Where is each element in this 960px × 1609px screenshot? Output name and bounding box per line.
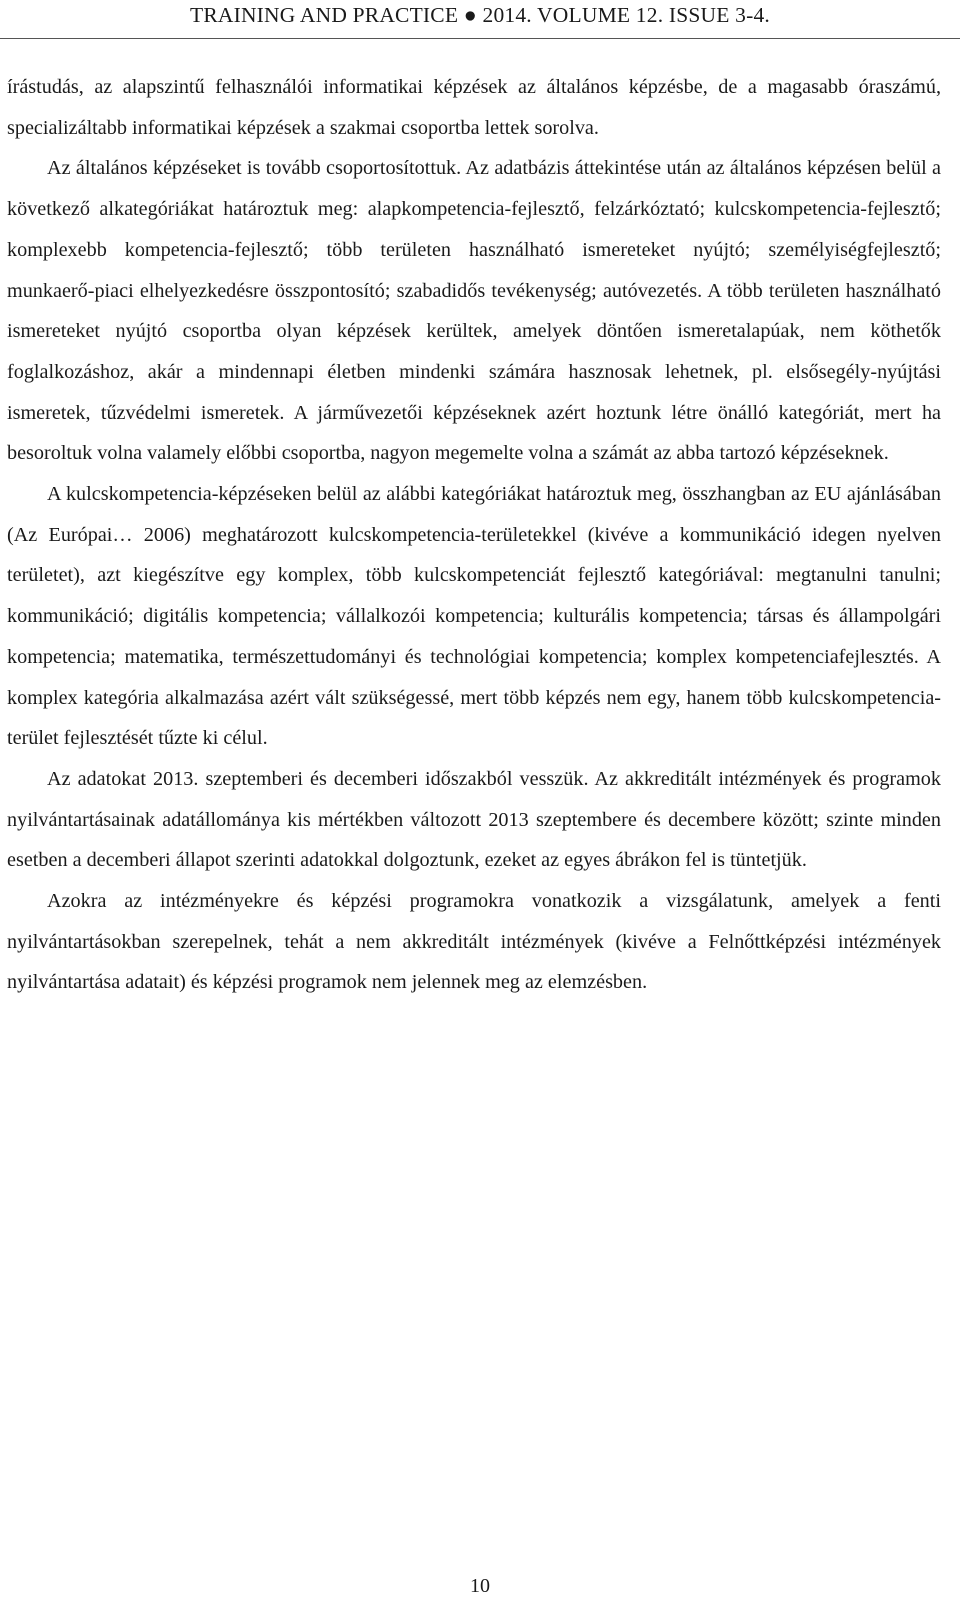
page-number: 10 (470, 1575, 490, 1597)
paragraph-general-training-categories: Az általános képzéseket is tovább csoportosítottuk. Az adatbázis áttekintése után az általános képzésen belül a következő alkategóriákat határoztuk meg: alapkompetencia-fejlesztő, felzárkóztató; kulcskompetencia-fejlesztő; komplexebb kompetencia-fejlesztő; több területen használható ismereteket nyújtó; személyiségfejlesztő; munkaerő-piaci elhelyezkedésre összpontosító; szabadidős tevékenység; autóvezetés. A több területen használható ismereteket nyújtó csoportba olyan képzések kerültek, amelyek döntően ismeretalapúak, nem köthetők foglalkozáshoz, akár a mindennapi életben mindenki számára hasznosak lehetnek, pl. elsősegély-nyújtási ismeretek, tűzvédelmi ismeretek. A járművezetői képzéseknek azért hoztunk létre önálló kategóriát, mert ha besoroltuk volna valamely előbbi csoportba, nagyon megemelte volna a számát az abba tartozó képzéseknek. (7, 157, 941, 465)
paragraph-data-period: Az adatokat 2013. szeptemberi és decemberi időszakból vesszük. Az akkreditált intézmények és programok nyilvántartásainak adatállománya kis mértékben változott 2013 szeptembere és decembere között; szinte minden esetben a decemberi állapot szerinti adatokkal dolgoztunk, ezeket az egyes ábrákon fel is tüntetjük. (7, 767, 941, 872)
paragraph-continuation: írástudás, az alapszintű felhasználói informatikai képzések az általános képzésbe, de a magasabb óraszámú, specializáltabb informatikai képzések a szakmai csoportba lettek sorolva. (7, 76, 941, 139)
running-header: TRAINING AND PRACTICE ● 2014. VOLUME 12. ISSUE 3-4. (0, 0, 960, 39)
article-body (7, 67, 941, 1003)
paragraph-key-competence-categories: A kulcskompetencia-képzéseken belül az alábbi kategóriákat határoztuk meg, összhangban az EU ajánlásában (Az Európai… 2006) meghatározott kulcskompetencia-területekkel (kivéve a kommunikáció idegen nyelven területet), azt kiegészítve egy komplex, több kulcskompetenciát fejlesztő kategóriával: megtanulni tanulni; kommunikáció; digitális kompetencia; vállalkozói kompetencia; kulturális kompetencia; társas és állampolgári kompetencia; matematika, természettudományi és technológiai kompetencia; komplex kompetenciafejlesztés. A komplex kategória alkalmazása azért vált szükségessé, mert több képzés nem egy, hanem több kulcskompetencia-terület fejlesztését tűzte ki célul. (7, 483, 941, 750)
paragraph-scope: Azokra az intézményekre és képzési programokra vonatkozik a vizsgálatunk, amelyek a fenti nyilvántartásokban szerepelnek, tehát a nem akkreditált intézmények (kivéve a Felnőttképzési intézmények nyilvántartása adatait) és képzési programok nem jelennek meg az elemzésben. (7, 890, 941, 994)
